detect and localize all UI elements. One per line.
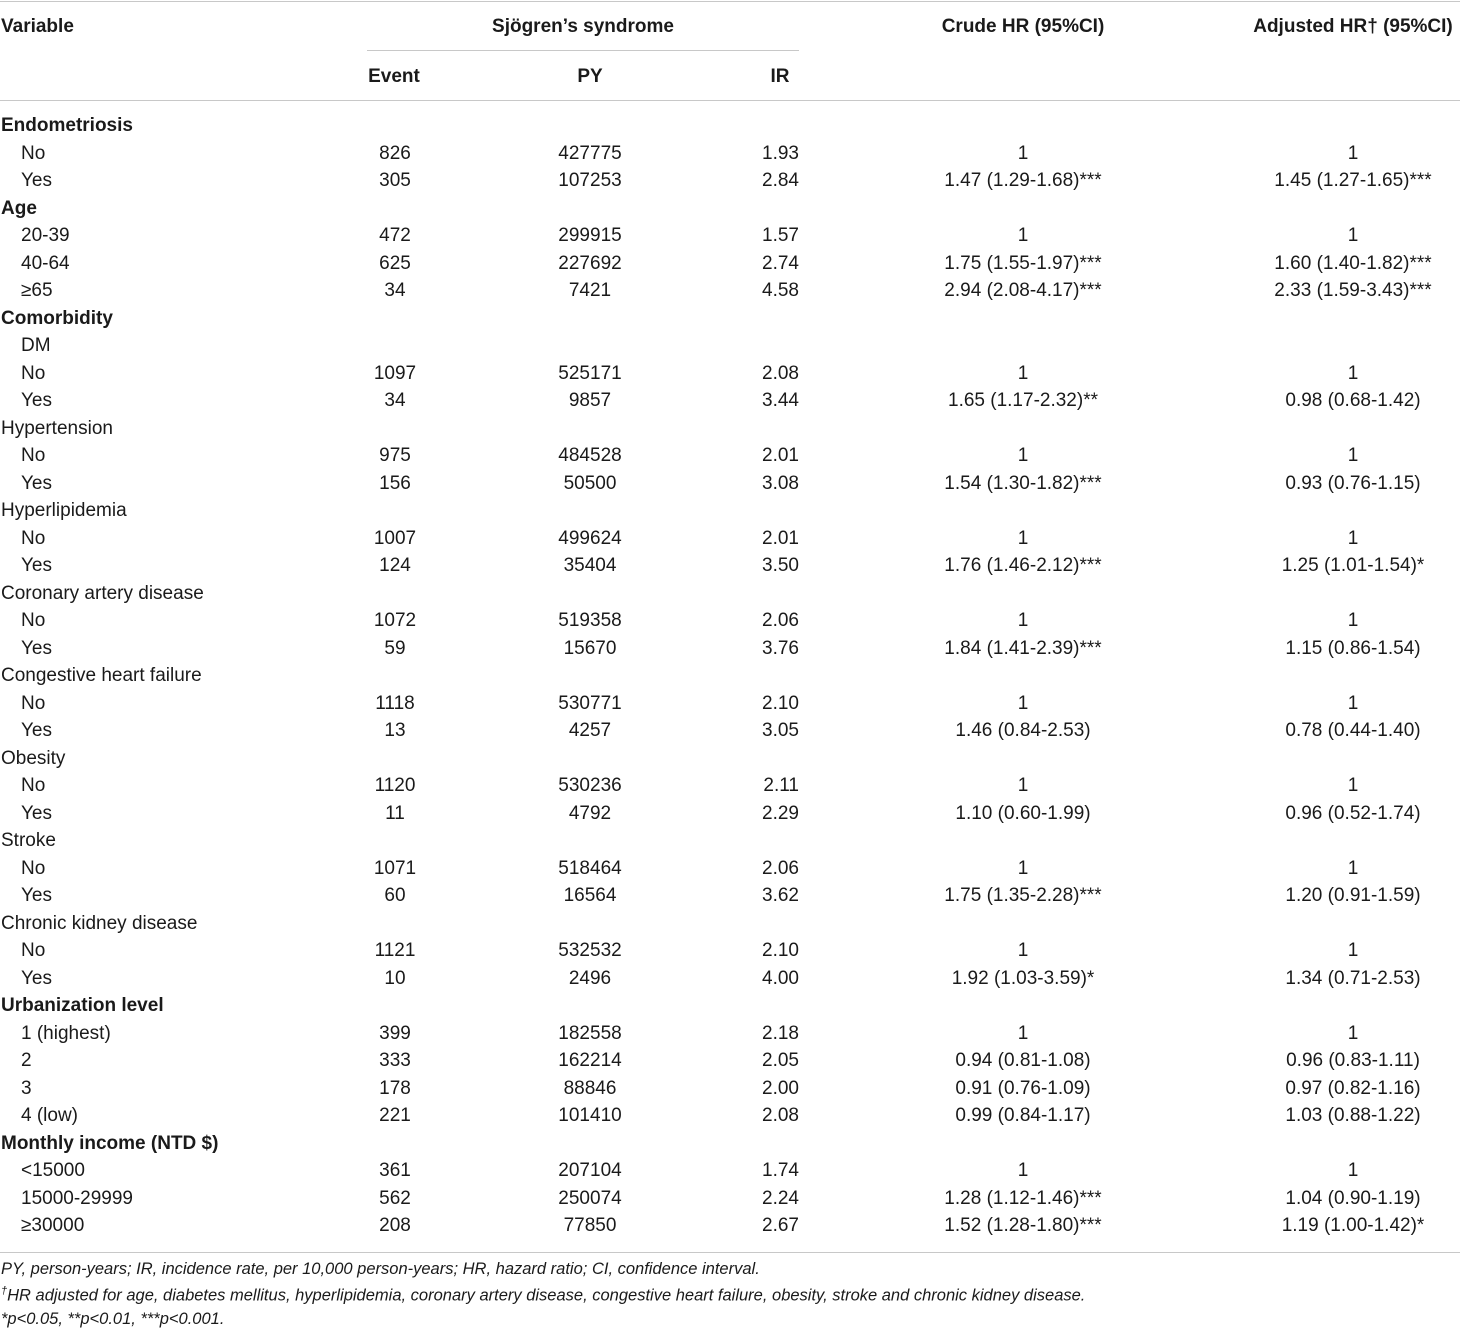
table-row xyxy=(0,966,1460,994)
cell-crude-hr: 1 xyxy=(1017,857,1029,879)
cell-ir: 2.11 xyxy=(763,775,799,796)
table-row xyxy=(0,113,1460,141)
cell-py: 9857 xyxy=(568,390,612,411)
cell-adjusted-hr: 1 xyxy=(1347,610,1359,631)
cell-py: 427775 xyxy=(558,142,622,164)
cell-py: 77850 xyxy=(563,1215,617,1236)
cell-py: 2496 xyxy=(568,967,612,989)
cell-event: 1072 xyxy=(373,610,417,631)
cell-ir: 3.76 xyxy=(762,637,799,659)
cell-crude-hr: 1.75 (1.35-2.28)*** xyxy=(944,885,1102,906)
cell-variable: No xyxy=(21,610,46,631)
table-row xyxy=(0,196,1460,224)
cell-event: 11 xyxy=(385,802,405,824)
cell-ir: 3.44 xyxy=(762,390,799,411)
cell-event: 221 xyxy=(379,1105,411,1126)
cell-variable: 2 xyxy=(21,1050,32,1071)
cell-py: 7421 xyxy=(568,280,612,301)
cell-ir: 3.50 xyxy=(762,555,799,576)
cell-crude-hr: 1 xyxy=(1017,692,1029,714)
cell-event: 34 xyxy=(384,390,406,411)
cell-variable: ≥65 xyxy=(21,280,53,301)
cell-adjusted-hr: 1 xyxy=(1347,940,1359,961)
table-row xyxy=(0,1076,1460,1104)
cell-py: 518464 xyxy=(558,857,622,879)
table-body xyxy=(0,113,1460,1241)
cell-py: 499624 xyxy=(558,527,622,549)
cell-py: 227692 xyxy=(558,252,622,274)
table-row xyxy=(0,1186,1460,1214)
cell-crude-hr: 1 xyxy=(1017,940,1029,961)
cell-variable: Yes xyxy=(21,720,52,741)
cell-adjusted-hr: 1 xyxy=(1347,1160,1359,1181)
cell-ir: 4.00 xyxy=(762,967,799,989)
cell-event: 399 xyxy=(379,1022,411,1044)
cell-ir: 2.10 xyxy=(762,692,799,714)
cell-event: 1097 xyxy=(373,362,417,384)
cell-adjusted-hr: 1.34 (0.71-2.53) xyxy=(1285,967,1421,989)
header-event: Event xyxy=(368,66,420,87)
cell-variable: No xyxy=(21,362,46,384)
cell-event: 826 xyxy=(379,142,411,164)
cell-ir: 2.06 xyxy=(762,857,799,879)
cell-variable: Yes xyxy=(21,555,52,576)
cell-variable: No xyxy=(21,527,46,549)
cell-adjusted-hr: 1 xyxy=(1347,142,1359,164)
cell-event: 975 xyxy=(379,445,411,466)
cell-ir: 2.01 xyxy=(762,527,799,549)
cell-ir: 2.24 xyxy=(762,1187,799,1209)
cell-event: 472 xyxy=(379,225,411,246)
table-row xyxy=(0,333,1460,361)
table-row xyxy=(0,471,1460,499)
cell-event: 562 xyxy=(379,1187,411,1209)
cell-ir: 1.93 xyxy=(762,142,799,164)
cell-ir: 2.18 xyxy=(762,1022,799,1044)
cell-adjusted-hr: 1.60 (1.40-1.82)*** xyxy=(1274,252,1432,274)
cell-variable: No xyxy=(21,775,46,796)
cell-py: 525171 xyxy=(558,362,622,384)
cell-event: 305 xyxy=(379,170,411,191)
cell-crude-hr: 1 xyxy=(1017,610,1029,631)
cell-event: 208 xyxy=(379,1215,411,1236)
cell-adjusted-hr: 0.96 (0.83-1.11) xyxy=(1286,1050,1420,1071)
cell-event: 156 xyxy=(379,472,411,494)
cell-variable: <15000 xyxy=(21,1160,85,1181)
cell-event: 625 xyxy=(379,252,411,274)
cell-variable: 40-64 xyxy=(21,252,70,274)
cell-ir: 2.06 xyxy=(762,610,799,631)
cell-variable: Comorbidity xyxy=(1,307,113,329)
table-row xyxy=(0,718,1460,746)
cell-adjusted-hr: 1 xyxy=(1347,527,1359,549)
cell-ir: 4.58 xyxy=(762,280,799,301)
cell-variable: Yes xyxy=(21,885,52,906)
cell-py: 88846 xyxy=(563,1077,617,1099)
cell-adjusted-hr: 2.33 (1.59-3.43)*** xyxy=(1274,280,1432,301)
cell-variable: 4 (low) xyxy=(21,1105,79,1126)
cell-crude-hr: 0.91 (0.76-1.09) xyxy=(955,1077,1091,1099)
table-row xyxy=(0,636,1460,664)
cell-event: 1071 xyxy=(373,857,417,879)
cell-py: 4792 xyxy=(568,802,612,824)
footnote-adjustment xyxy=(1,1285,1085,1306)
cell-crude-hr: 1 xyxy=(1017,527,1029,549)
cell-event: 1007 xyxy=(373,527,417,549)
table-row xyxy=(0,993,1460,1021)
cell-variable: Hyperlipidemia xyxy=(1,500,127,521)
header-variable: Variable xyxy=(1,16,74,37)
cell-variable: No xyxy=(21,940,46,961)
cell-event: 1121 xyxy=(374,940,416,961)
table-header xyxy=(0,0,1460,100)
table-row xyxy=(0,883,1460,911)
cell-variable: DM xyxy=(21,335,51,356)
table-row xyxy=(0,498,1460,526)
cell-variable: No xyxy=(21,142,46,164)
cell-event: 13 xyxy=(384,720,406,741)
cell-variable: Chronic kidney disease xyxy=(1,912,198,934)
cell-variable: 20-39 xyxy=(21,225,70,246)
table-row xyxy=(0,691,1460,719)
table-row xyxy=(0,663,1460,691)
cell-adjusted-hr: 0.98 (0.68-1.42) xyxy=(1285,390,1421,411)
table-row xyxy=(0,416,1460,444)
cell-py: 15670 xyxy=(563,637,617,659)
cell-variable: 15000-29999 xyxy=(21,1187,133,1209)
table-row xyxy=(0,361,1460,389)
cell-crude-hr: 0.99 (0.84-1.17) xyxy=(955,1105,1091,1126)
cell-variable: No xyxy=(21,445,46,466)
cell-variable: Endometriosis xyxy=(1,115,133,136)
cell-adjusted-hr: 1 xyxy=(1347,775,1359,796)
cell-ir: 2.08 xyxy=(762,362,799,384)
cell-variable: Obesity xyxy=(1,747,66,769)
cell-crude-hr: 1.10 (0.60-1.99) xyxy=(955,802,1091,824)
cell-event: 124 xyxy=(379,555,411,576)
cell-adjusted-hr: 1.45 (1.27-1.65)*** xyxy=(1274,170,1432,191)
cell-event: 361 xyxy=(379,1160,411,1181)
cell-crude-hr: 1.28 (1.12-1.46)*** xyxy=(944,1187,1102,1209)
group-underline xyxy=(367,50,799,51)
cell-variable: ≥30000 xyxy=(21,1215,85,1236)
header-rule xyxy=(0,100,1460,101)
cell-py: 4257 xyxy=(568,720,612,741)
header-crude-hr: Crude HR (95%CI) xyxy=(941,16,1105,37)
cell-ir: 2.00 xyxy=(762,1077,799,1099)
table-row xyxy=(0,773,1460,801)
cell-crude-hr: 1.75 (1.55-1.97)*** xyxy=(944,252,1102,274)
header-adjusted-hr: Adjusted HR† (95%CI) xyxy=(1253,16,1453,37)
cell-crude-hr: 0.94 (0.81-1.08) xyxy=(955,1050,1091,1071)
cell-variable: 3 xyxy=(21,1077,32,1099)
table-row xyxy=(0,1048,1460,1076)
cell-adjusted-hr: 1 xyxy=(1347,225,1359,246)
cell-py: 532532 xyxy=(558,940,622,961)
cell-adjusted-hr: 1 xyxy=(1347,362,1359,384)
table-row xyxy=(0,1213,1460,1241)
cell-adjusted-hr: 1 xyxy=(1347,857,1359,879)
cell-variable: Yes xyxy=(21,170,52,191)
cell-crude-hr: 1.84 (1.41-2.39)*** xyxy=(944,637,1102,659)
bottom-rule xyxy=(0,1252,1460,1253)
cell-adjusted-hr: 1.15 (0.86-1.54) xyxy=(1285,637,1421,659)
header-group: Sjögren’s syndrome xyxy=(492,16,674,37)
cell-adjusted-hr: 0.78 (0.44-1.40) xyxy=(1285,720,1421,741)
cell-crude-hr: 1 xyxy=(1017,225,1029,246)
cell-event: 34 xyxy=(384,280,406,301)
table-row xyxy=(0,828,1460,856)
cell-adjusted-hr: 1 xyxy=(1347,1022,1359,1044)
cell-variable: No xyxy=(21,692,46,714)
cell-py: 250074 xyxy=(558,1187,622,1209)
cell-py: 530236 xyxy=(558,775,622,796)
dagger-mark: † xyxy=(1,1285,8,1297)
cell-py: 50500 xyxy=(563,472,617,494)
cell-ir: 1.74 xyxy=(762,1160,799,1181)
table-row xyxy=(0,306,1460,334)
table-row xyxy=(0,1131,1460,1159)
cell-py: 207104 xyxy=(558,1160,622,1181)
header-ir: IR xyxy=(770,66,790,87)
cell-ir: 3.08 xyxy=(762,472,799,494)
cell-crude-hr: 1.76 (1.46-2.12)*** xyxy=(944,555,1102,576)
table-row xyxy=(0,141,1460,169)
cell-variable: No xyxy=(21,857,46,879)
header-py: PY xyxy=(577,66,603,87)
cell-variable: Yes xyxy=(21,390,52,411)
cell-variable: Yes xyxy=(21,637,52,659)
cell-ir: 2.10 xyxy=(762,940,799,961)
cell-crude-hr: 1.46 (0.84-2.53) xyxy=(955,720,1091,741)
cell-ir: 2.01 xyxy=(762,445,799,466)
cell-crude-hr: 1 xyxy=(1017,1022,1029,1044)
cell-adjusted-hr: 1 xyxy=(1347,445,1359,466)
table-row xyxy=(0,581,1460,609)
cell-variable: Monthly income (NTD $) xyxy=(1,1132,219,1154)
cell-adjusted-hr: 0.93 (0.76-1.15) xyxy=(1285,472,1421,494)
cell-crude-hr: 2.94 (2.08-4.17)*** xyxy=(944,280,1102,301)
cell-adjusted-hr: 1.19 (1.00-1.42)* xyxy=(1281,1215,1425,1236)
table-row xyxy=(0,856,1460,884)
top-rule xyxy=(0,1,1460,2)
cell-crude-hr: 1.92 (1.03-3.59)* xyxy=(951,967,1095,989)
cell-variable: Yes xyxy=(21,472,52,494)
cell-event: 1118 xyxy=(375,692,415,714)
table-row xyxy=(0,1021,1460,1049)
footnote-abbreviations: PY, person-years; IR, incidence rate, per 10,000 person-years; HR, hazard ratio; CI, confidence interval. xyxy=(1,1260,760,1278)
table-row xyxy=(0,443,1460,471)
table-row xyxy=(0,1103,1460,1131)
cell-ir: 3.62 xyxy=(762,885,799,906)
cell-py: 530771 xyxy=(558,692,622,714)
cell-py: 519358 xyxy=(558,610,622,631)
cell-ir: 2.84 xyxy=(762,170,799,191)
cell-adjusted-hr: 0.96 (0.52-1.74) xyxy=(1285,802,1421,824)
cell-event: 333 xyxy=(379,1050,411,1071)
cell-py: 484528 xyxy=(558,445,622,466)
cell-event: 10 xyxy=(384,967,406,989)
cell-crude-hr: 1 xyxy=(1017,142,1029,164)
table-row xyxy=(0,526,1460,554)
table-row xyxy=(0,388,1460,416)
cell-crude-hr: 1.65 (1.17-2.32)** xyxy=(948,390,1098,411)
cell-py: 101410 xyxy=(558,1105,622,1126)
cell-ir: 3.05 xyxy=(762,720,799,741)
cell-variable: Hypertension xyxy=(1,417,113,439)
cell-event: 1120 xyxy=(374,775,416,796)
table-row xyxy=(0,278,1460,306)
cell-ir: 2.29 xyxy=(762,802,799,824)
cell-py: 16564 xyxy=(563,885,617,906)
cell-event: 60 xyxy=(384,885,406,906)
table-row xyxy=(0,911,1460,939)
cell-variable: 1 (highest) xyxy=(21,1022,111,1044)
table-row xyxy=(0,553,1460,581)
cell-crude-hr: 1 xyxy=(1017,1160,1029,1181)
cell-variable: Urbanization level xyxy=(1,995,164,1016)
cell-event: 178 xyxy=(379,1077,411,1099)
footnote-adjustment-text: HR adjusted for age, diabetes mellitus, hyperlipidemia, coronary artery disease, congestive heart failure, obesity, stroke and chronic kidney disease. xyxy=(7,1286,1086,1305)
cell-crude-hr: 1.52 (1.28-1.80)*** xyxy=(944,1215,1102,1236)
table-row xyxy=(0,223,1460,251)
cell-adjusted-hr: 0.97 (0.82-1.16) xyxy=(1285,1077,1421,1099)
cell-py: 182558 xyxy=(558,1022,622,1044)
cell-py: 162214 xyxy=(558,1050,622,1071)
table-row xyxy=(0,1158,1460,1186)
table-row xyxy=(0,801,1460,829)
cell-adjusted-hr: 1.25 (1.01-1.54)* xyxy=(1281,555,1425,576)
table-row xyxy=(0,746,1460,774)
cell-adjusted-hr: 1.20 (0.91-1.59) xyxy=(1285,885,1421,906)
cell-py: 35404 xyxy=(563,555,617,576)
cell-variable: Congestive heart failure xyxy=(1,665,202,686)
cell-ir: 2.67 xyxy=(762,1215,799,1236)
cell-variable: Yes xyxy=(21,967,52,989)
cell-crude-hr: 1.47 (1.29-1.68)*** xyxy=(944,170,1102,191)
cell-variable: Age xyxy=(1,197,37,219)
cell-variable: Stroke xyxy=(1,830,56,851)
cell-py: 299915 xyxy=(558,225,622,246)
cell-ir: 2.74 xyxy=(762,252,799,274)
cell-event: 59 xyxy=(384,637,406,659)
cell-crude-hr: 1.54 (1.30-1.82)*** xyxy=(944,472,1102,494)
cell-adjusted-hr: 1 xyxy=(1347,692,1359,714)
cell-ir: 2.05 xyxy=(762,1050,799,1071)
footnote-pvalues: *p<0.05, **p<0.01, ***p<0.001. xyxy=(1,1310,225,1328)
cell-crude-hr: 1 xyxy=(1017,362,1029,384)
cell-variable: Yes xyxy=(21,802,52,824)
cell-crude-hr: 1 xyxy=(1017,445,1029,466)
cell-ir: 2.08 xyxy=(762,1105,799,1126)
cell-adjusted-hr: 1.03 (0.88-1.22) xyxy=(1285,1105,1421,1126)
cell-adjusted-hr: 1.04 (0.90-1.19) xyxy=(1285,1187,1421,1209)
cell-crude-hr: 1 xyxy=(1017,775,1029,796)
table-row xyxy=(0,251,1460,279)
table-row xyxy=(0,608,1460,636)
cell-variable: Coronary artery disease xyxy=(1,582,204,604)
table-row xyxy=(0,168,1460,196)
cell-ir: 1.57 xyxy=(762,225,799,246)
table-row xyxy=(0,938,1460,966)
cell-py: 107253 xyxy=(558,170,622,191)
